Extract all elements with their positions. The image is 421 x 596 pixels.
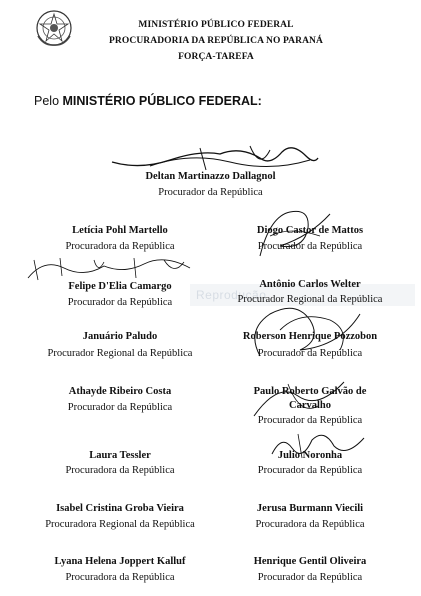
left-role-6: Procuradora Regional da República — [45, 519, 195, 530]
lead-name: Deltan Martinazzo Dallagnol — [145, 171, 276, 182]
right-role-5: Procurador da República — [257, 465, 363, 476]
right-name-4-cont: Carvalho — [289, 400, 331, 411]
right-role-3: Procurador da República — [257, 348, 363, 359]
right-name-4: Paulo Roberto Galvão de — [253, 386, 367, 397]
coat-of-arms-seal-icon — [34, 8, 74, 48]
right-name-3: Roberson Henrique Pozzobon — [242, 331, 378, 342]
header-ministry: MINISTÉRIO PÚBLICO FEDERAL — [138, 20, 294, 30]
left-role-2: Procurador da República — [67, 297, 173, 308]
right-role-7: Procurador da República — [257, 572, 363, 583]
left-name-4: Athayde Ribeiro Costa — [68, 386, 172, 397]
left-name-3: Januário Paludo — [82, 331, 158, 342]
left-role-5: Procuradora da República — [65, 465, 175, 476]
right-role-1: Procurador da República — [257, 241, 363, 252]
right-name-5: Julio Noronha — [277, 450, 343, 461]
right-name-6: Jerusa Burmann Viecili — [256, 503, 364, 514]
left-name-5: Laura Tessler — [89, 450, 151, 461]
right-role-6: Procuradora da República — [255, 519, 365, 530]
right-name-7: Henrique Gentil Oliveira — [253, 556, 367, 567]
watermark-text: Reprodução — [196, 288, 267, 302]
right-name-2: Antônio Carlos Welter — [259, 279, 361, 290]
left-name-1: Letícia Pohl Martello — [72, 225, 168, 236]
signature-handwritten-felipe — [24, 254, 194, 282]
intro-line — [34, 94, 262, 108]
header-task-force: FORÇA-TAREFA — [178, 52, 254, 62]
right-role-4: Procurador da República — [257, 415, 363, 426]
left-role-3: Procurador Regional da República — [47, 348, 193, 359]
left-name-6: Isabel Cristina Groba Vieira — [56, 503, 184, 514]
lead-role: Procurador da República — [158, 187, 263, 198]
intro-org: MINISTÉRIO PÚBLICO FEDERAL: — [62, 94, 262, 108]
left-role-7: Procuradora da República — [65, 572, 175, 583]
left-role-4: Procurador da República — [67, 402, 173, 413]
intro-prefix: Pelo — [34, 94, 63, 108]
left-role-1: Procuradora da República — [65, 241, 175, 252]
header-procuradoria: PROCURADORIA DA REPÚBLICA NO PARANÁ — [109, 36, 323, 46]
right-role-2: Procurador Regional da República — [237, 294, 383, 305]
left-name-2: Felipe D'Elia Camargo — [68, 281, 172, 292]
right-name-1: Diogo Castor de Mattos — [256, 225, 364, 236]
left-name-7: Lyana Helena Joppert Kalluf — [54, 556, 186, 567]
